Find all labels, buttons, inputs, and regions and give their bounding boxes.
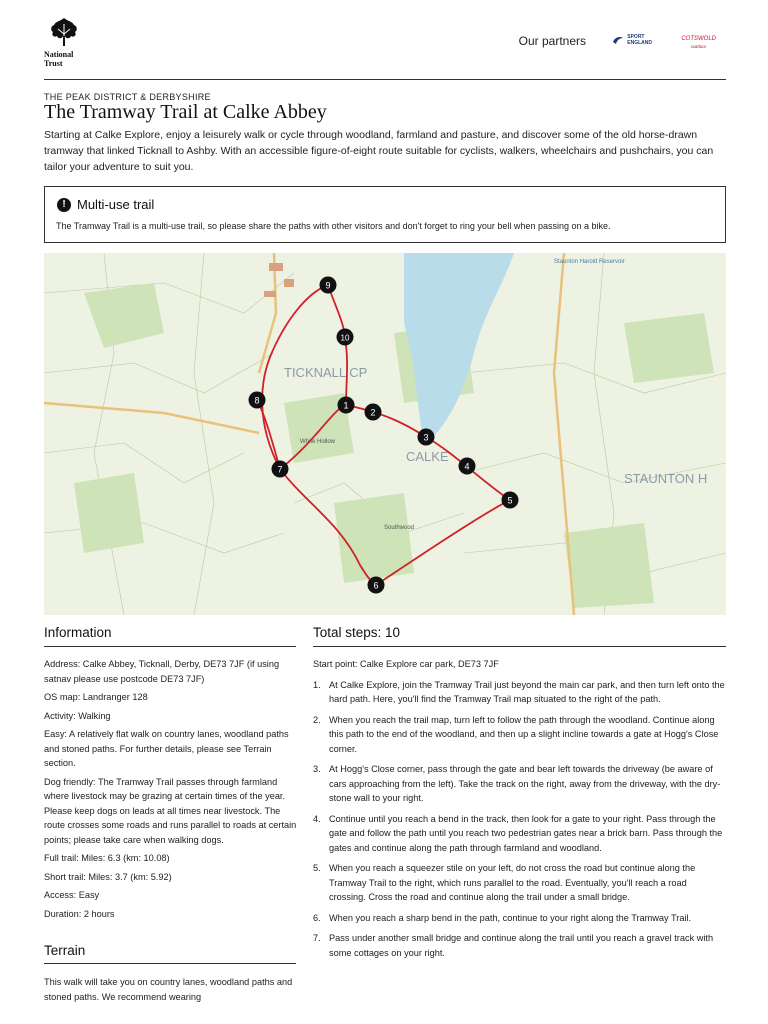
- waypoint-marker-4[interactable]: [459, 458, 476, 475]
- map-label-white-hollow: White Hollow: [300, 439, 336, 445]
- trail-map[interactable]: [44, 253, 726, 615]
- info-full-trail: Full trail: Miles: 6.3 (km: 10.08): [44, 853, 170, 863]
- step-text: When you reach the trail map, turn left to follow the path through the woodland. Continue along this path to the end of the woodland, and then up a slight incline towards a gate at Hogg's Close corner.: [329, 714, 719, 754]
- steps-list: [313, 657, 725, 966]
- info-activity: Activity: Walking: [44, 710, 111, 721]
- marker-label-5: 5: [507, 495, 513, 506]
- waypoint-marker-2[interactable]: [365, 404, 382, 421]
- step-item: [313, 762, 725, 806]
- info-short-trail: Short trail: Miles: 3.7 (km: 5.92): [44, 871, 172, 882]
- step-text: At Hogg's Close corner, pass through the gate and bear left towards the driveway (be aware of cars approaching from the left). Take the track on the right, away from the driveway, with the dry-stone wall to your right.: [329, 764, 721, 803]
- waypoint-marker-9[interactable]: [320, 277, 337, 294]
- step-item: [313, 812, 725, 856]
- national-trust-oak-leaf-icon[interactable]: [44, 16, 84, 50]
- map-label-southwood: Southwood: [384, 525, 415, 531]
- step-number: 4.: [313, 813, 321, 824]
- exclamation-icon: !: [57, 198, 71, 212]
- trail-map-svg: [44, 253, 726, 615]
- information-rule: [44, 646, 296, 647]
- map-label-reservoir: Staunton Harold Reservoir: [554, 259, 625, 265]
- partners-label: Our partners: [518, 34, 586, 48]
- step-text: When you reach a squeezer stile on your left, do not cross the road but continue along the Tramway Trail to the right, which runs parallel to the road. Eventually, you'll reach a road crossing. Cross the road and continue along the trail under a small bridge.: [329, 863, 696, 902]
- logo-line-2: Trust: [44, 59, 63, 68]
- national-trust-wordmark[interactable]: [44, 50, 73, 68]
- info-duration: Duration: 2 hours: [44, 908, 115, 919]
- terrain-heading: Terrain: [44, 943, 86, 958]
- marker-label-3: 3: [423, 432, 429, 443]
- waypoint-marker-10[interactable]: [337, 329, 354, 346]
- step-item: [313, 931, 725, 960]
- marker-label-1: 1: [343, 400, 349, 411]
- cotswold-logo-line-1: COTSWOLD: [681, 36, 716, 42]
- step-number: 6.: [313, 912, 321, 923]
- marker-label-6: 6: [373, 580, 379, 591]
- waypoint-marker-3[interactable]: [418, 429, 435, 446]
- step-text: At Calke Explore, join the Tramway Trail just beyond the main car park, and then turn left onto the hard path. Here, you'll find the Tramway Trail map situated to the right of the path.: [329, 679, 725, 704]
- sport-england-swoosh-icon: [612, 35, 624, 45]
- step-text: When you reach a sharp bend in the path, continue to your right along the Tramway Trail.: [329, 912, 692, 923]
- map-label-staunton: STAUNTON H: [624, 471, 708, 486]
- steps-heading: Total steps: 10: [313, 625, 401, 640]
- info-access: Access: Easy: [44, 890, 100, 900]
- terrain-text: This walk will take you on country lanes, woodland paths and stoned paths. We recommend wearing: [44, 977, 293, 1002]
- info-dog-friendly: Dog friendly: The Tramway Trail passes through farmland where livestock may be grazing at certain times of the year. Please keep dogs on leads at all times near livestock. The route crosses some roads and runs parallel to roads at certain points; please take care when walking dogs.: [44, 776, 297, 845]
- waypoint-marker-7[interactable]: [272, 461, 289, 478]
- cotswold-logo-line-2: outdoor: [691, 44, 707, 49]
- step-text: Continue until you reach a bend in the track, then look for a gate to your right. Pass through the gate and follow the path until you reach two pedestrian gates near a brick barn. Pass through the gates and continue along the path through farmland and woodland.: [329, 813, 723, 853]
- step-item: [313, 861, 725, 905]
- step-number: 1.: [313, 679, 321, 690]
- page-title: The Tramway Trail at Calke Abbey: [44, 101, 327, 123]
- waypoint-marker-8[interactable]: [249, 392, 266, 409]
- terrain-rule: [44, 963, 296, 964]
- marker-label-10: 10: [340, 333, 350, 343]
- marker-label-4: 4: [464, 461, 470, 472]
- start-point: Start point: Calke Explore car park, DE73 7JF: [313, 659, 499, 669]
- multi-use-trail-callout: [44, 186, 726, 243]
- step-item: [313, 911, 725, 926]
- waypoint-marker-5[interactable]: [502, 492, 519, 509]
- sport-england-logo[interactable]: [627, 34, 652, 46]
- waypoint-marker-6[interactable]: [368, 577, 385, 594]
- intro-paragraph: Starting at Calke Explore, enjoy a leisurely walk or cycle through woodland, farmland and pasture, and discover some of the old horse-drawn tramway that linked Ticknall to Ashby. With an accessible figure-of-eight route suitable for cyclists, walkers, wheelchairs and pushchairs, you can tailor your adventure to suit you.: [44, 129, 714, 173]
- steps-rule: [313, 646, 726, 647]
- info-difficulty: Easy: A relatively flat walk on country lanes, woodland paths and stoned paths. For further details, please see Terrain section.: [44, 729, 289, 768]
- map-label-ticknall: TICKNALL CP: [284, 365, 368, 380]
- step-number: 7.: [313, 933, 321, 943]
- marker-label-8: 8: [254, 395, 260, 406]
- waypoint-marker-1[interactable]: [338, 397, 355, 414]
- step-number: 3.: [313, 764, 321, 774]
- sport-logo-line-2: ENGLAND: [627, 40, 652, 46]
- step-item: [313, 678, 725, 707]
- region-label: THE PEAK DISTRICT & DERBYSHIRE: [44, 92, 211, 102]
- marker-label-7: 7: [277, 464, 283, 475]
- info-os-map: OS map: Landranger 128: [44, 692, 148, 702]
- callout-title: Multi-use trail: [77, 197, 155, 212]
- step-number: 5.: [313, 863, 321, 873]
- step-item: [313, 713, 725, 757]
- marker-label-9: 9: [325, 280, 331, 291]
- cotswold-outdoor-logo[interactable]: [681, 36, 716, 50]
- info-address: Address: Calke Abbey, Ticknall, Derby, DE73 7JF (if using satnav please use postcode DE73 7JF): [44, 659, 280, 684]
- sport-logo-line-1: SPORT: [627, 34, 645, 40]
- callout-body: The Tramway Trail is a multi-use trail, so please share the paths with other visitors and don't forget to ring your bell when passing on a bike.: [56, 221, 611, 231]
- map-label-calke: CALKE: [406, 449, 449, 464]
- step-text: Pass under another small bridge and continue along the trail until you reach a gravel track with some cottages on your right.: [329, 933, 714, 958]
- step-number: 2.: [313, 714, 321, 725]
- marker-label-2: 2: [370, 407, 376, 418]
- information-heading: Information: [44, 625, 112, 640]
- page-header: [44, 14, 726, 80]
- logo-line-1: National: [44, 50, 74, 59]
- information-list: [44, 657, 298, 925]
